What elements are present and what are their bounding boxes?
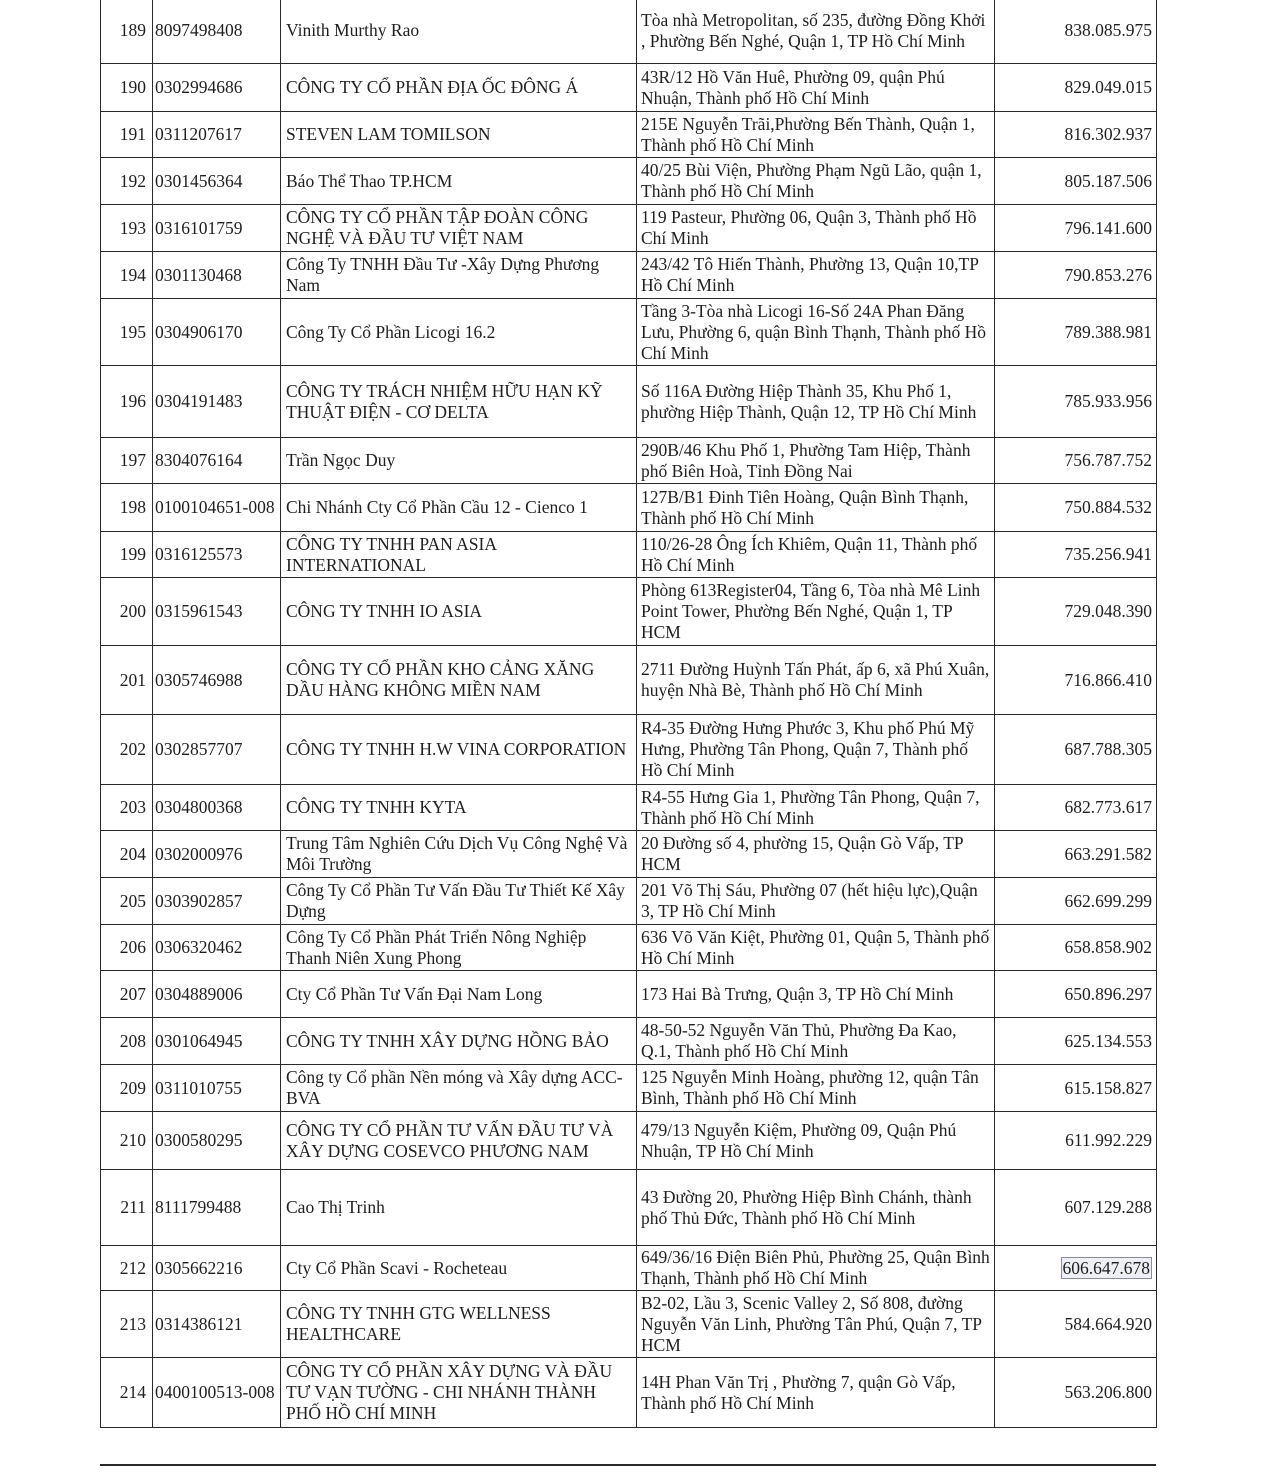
debt-amount: 682.773.617 <box>995 785 1157 831</box>
tax-code: 0304906170 <box>153 299 281 366</box>
row-number: 211 <box>101 1170 153 1246</box>
tax-code: 0301130468 <box>153 252 281 299</box>
row-number: 206 <box>101 925 153 971</box>
taxpayer-address: Phòng 613Register04, Tầng 6, Tòa nhà Mê Linh Point Tower, Phường Bến Nghé, Quận 1, TP HCM <box>637 578 995 646</box>
table-row <box>101 532 1157 578</box>
taxpayer-name: CÔNG TY CỔ PHẦN ĐỊA ỐC ĐÔNG Á <box>281 64 637 112</box>
table-row <box>101 1170 1157 1246</box>
table-row <box>101 646 1157 715</box>
taxpayer-name: Công Ty Cổ Phần Licogi 16.2 <box>281 299 637 366</box>
taxpayer-address: Số 116A Đường Hiệp Thành 35, Khu Phố 1, phường Hiệp Thành, Quận 12, TP Hồ Chí Minh <box>637 366 995 438</box>
debt-amount: 838.085.975 <box>995 0 1157 64</box>
table-row <box>101 785 1157 831</box>
row-number: 212 <box>101 1246 153 1291</box>
row-number: 192 <box>101 158 153 205</box>
debt-amount: 716.866.410 <box>995 646 1157 715</box>
table-row <box>101 1112 1157 1170</box>
debt-amount: 735.256.941 <box>995 532 1157 578</box>
row-number: 213 <box>101 1291 153 1358</box>
taxpayer-name: Trần Ngọc Duy <box>281 438 637 484</box>
row-number: 209 <box>101 1065 153 1112</box>
taxpayer-address: 40/25 Bùi Viện, Phường Phạm Ngũ Lão, quận 1, Thành phố Hồ Chí Minh <box>637 158 995 205</box>
taxpayer-address: 479/13 Nguyễn Kiệm, Phường 09, Quận Phú Nhuận, TP Hồ Chí Minh <box>637 1112 995 1170</box>
table-row <box>101 484 1157 532</box>
debt-amount-cell <box>995 1246 1157 1291</box>
taxpayer-name: CÔNG TY TNHH XÂY DỰNG HỒNG BẢO <box>281 1018 637 1065</box>
taxpayer-address: 119 Pasteur, Phường 06, Quận 3, Thành phố Hồ Chí Minh <box>637 205 995 252</box>
tax-code: 0300580295 <box>153 1112 281 1170</box>
tax-code: 0311010755 <box>153 1065 281 1112</box>
taxpayer-address: 48-50-52 Nguyễn Văn Thủ, Phường Đa Kao, Q.1, Thành phố Hồ Chí Minh <box>637 1018 995 1065</box>
table-row <box>101 1291 1157 1358</box>
row-number: 208 <box>101 1018 153 1065</box>
debt-amount: 625.134.553 <box>995 1018 1157 1065</box>
row-number: 193 <box>101 205 153 252</box>
row-number: 191 <box>101 112 153 158</box>
debt-amount: 663.291.582 <box>995 831 1157 878</box>
tax-code: 0316125573 <box>153 532 281 578</box>
taxpayer-address: Tòa nhà Metropolitan, số 235, đường Đồng Khởi , Phường Bến Nghé, Quận 1, TP Hồ Chí Minh <box>637 0 995 64</box>
taxpayer-name: Công Ty Cổ Phần Phát Triển Nông Nghiệp Thanh Niên Xung Phong <box>281 925 637 971</box>
debt-amount: 816.302.937 <box>995 112 1157 158</box>
taxpayer-name: Cty Cổ Phần Scavi - Rocheteau <box>281 1246 637 1291</box>
debt-amount: 611.992.229 <box>995 1112 1157 1170</box>
debt-amount: 658.858.902 <box>995 925 1157 971</box>
debt-amount: 805.187.506 <box>995 158 1157 205</box>
taxpayer-name: CÔNG TY TRÁCH NHIỆM HỮU HẠN KỸ THUẬT ĐIỆN - CƠ DELTA <box>281 366 637 438</box>
debt-amount: 650.896.297 <box>995 971 1157 1018</box>
debt-amount: 789.388.981 <box>995 299 1157 366</box>
taxpayer-address: 649/36/16 Điện Biên Phủ, Phường 25, Quận Bình Thạnh, Thành phố Hồ Chí Minh <box>637 1246 995 1291</box>
tax-code: 0304889006 <box>153 971 281 1018</box>
taxpayer-name: Chi Nhánh Cty Cổ Phần Cầu 12 - Cienco 1 <box>281 484 637 532</box>
debt-amount: 563.206.800 <box>995 1358 1157 1428</box>
taxpayer-name: CÔNG TY TNHH H.W VINA CORPORATION <box>281 715 637 785</box>
taxpayer-name: Cty Cổ Phần Tư Vấn Đại Nam Long <box>281 971 637 1018</box>
taxpayer-address: 243/42 Tô Hiến Thành, Phường 13, Quận 10,TP Hồ Chí Minh <box>637 252 995 299</box>
tax-code: 0302994686 <box>153 64 281 112</box>
table-row <box>101 112 1157 158</box>
taxpayer-name: CÔNG TY CỔ PHẦN TẬP ĐOÀN CÔNG NGHỆ VÀ ĐẦU TƯ VIỆT NAM <box>281 205 637 252</box>
table-body <box>101 0 1157 1428</box>
row-number: 210 <box>101 1112 153 1170</box>
table-row <box>101 831 1157 878</box>
table-row <box>101 1358 1157 1428</box>
debt-amount: 662.699.299 <box>995 878 1157 925</box>
taxpayer-name: Công Ty TNHH Đầu Tư -Xây Dựng Phương Nam <box>281 252 637 299</box>
debt-amount: 796.141.600 <box>995 205 1157 252</box>
taxpayer-name: Báo Thể Thao TP.HCM <box>281 158 637 205</box>
table-row <box>101 205 1157 252</box>
table-row <box>101 158 1157 205</box>
taxpayer-address: 127B/B1 Đinh Tiên Hoàng, Quận Bình Thạnh, Thành phố Hồ Chí Minh <box>637 484 995 532</box>
row-number: 200 <box>101 578 153 646</box>
tax-code: 0304800368 <box>153 785 281 831</box>
debt-amount: 750.884.532 <box>995 484 1157 532</box>
row-number: 199 <box>101 532 153 578</box>
tax-code: 0305662216 <box>153 1246 281 1291</box>
tax-code: 0303902857 <box>153 878 281 925</box>
tax-code: 0100104651-008 <box>153 484 281 532</box>
taxpayer-name: Cao Thị Trinh <box>281 1170 637 1246</box>
taxpayer-address: R4-35 Đường Hưng Phước 3, Khu phố Phú Mỹ Hưng, Phường Tân Phong, Quận 7, Thành phố Hồ Chí Minh <box>637 715 995 785</box>
row-number: 194 <box>101 252 153 299</box>
row-number: 201 <box>101 646 153 715</box>
tax-code: 0400100513-008 <box>153 1358 281 1428</box>
taxpayer-name: Công ty Cổ phần Nền móng và Xây dựng ACC-BVA <box>281 1065 637 1112</box>
row-number: 189 <box>101 0 153 64</box>
tax-code: 0306320462 <box>153 925 281 971</box>
taxpayer-name: CÔNG TY TNHH IO ASIA <box>281 578 637 646</box>
table-row <box>101 1065 1157 1112</box>
table-row <box>101 925 1157 971</box>
tax-debt-table <box>100 0 1157 1428</box>
table-row <box>101 252 1157 299</box>
taxpayer-name: CÔNG TY TNHH GTG WELLNESS HEALTHCARE <box>281 1291 637 1358</box>
taxpayer-address: 2711 Đường Huỳnh Tấn Phát, ấp 6, xã Phú Xuân, huyện Nhà Bè, Thành phố Hồ Chí Minh <box>637 646 995 715</box>
taxpayer-address: 43 Đường 20, Phường Hiệp Bình Chánh, thành phố Thủ Đức, Thành phố Hồ Chí Minh <box>637 1170 995 1246</box>
table-row <box>101 0 1157 64</box>
table-row <box>101 64 1157 112</box>
taxpayer-address: R4-55 Hưng Gia 1, Phường Tân Phong, Quận 7, Thành phố Hồ Chí Minh <box>637 785 995 831</box>
table-row <box>101 971 1157 1018</box>
debt-amount: 785.933.956 <box>995 366 1157 438</box>
taxpayer-name: Trung Tâm Nghiên Cứu Dịch Vụ Công Nghệ Và Môi Trường <box>281 831 637 878</box>
debt-amount: 756.787.752 <box>995 438 1157 484</box>
tax-code: 0311207617 <box>153 112 281 158</box>
tax-code: 8097498408 <box>153 0 281 64</box>
table-row <box>101 438 1157 484</box>
taxpayer-address: 14H Phan Văn Trị , Phường 7, quận Gò Vấp, Thành phố Hồ Chí Minh <box>637 1358 995 1428</box>
taxpayer-name: Công Ty Cổ Phần Tư Vấn Đầu Tư Thiết Kế Xây Dựng <box>281 878 637 925</box>
tax-code: 8304076164 <box>153 438 281 484</box>
row-number: 198 <box>101 484 153 532</box>
row-number: 202 <box>101 715 153 785</box>
row-number: 214 <box>101 1358 153 1428</box>
bottom-rule <box>100 1464 1156 1466</box>
row-number: 195 <box>101 299 153 366</box>
debt-amount: 615.158.827 <box>995 1065 1157 1112</box>
debt-amount: 729.048.390 <box>995 578 1157 646</box>
taxpayer-address: 110/26-28 Ông Ích Khiêm, Quận 11, Thành phố Hồ Chí Minh <box>637 532 995 578</box>
row-number: 197 <box>101 438 153 484</box>
tax-code: 8111799488 <box>153 1170 281 1246</box>
taxpayer-address: B2-02, Lầu 3, Scenic Valley 2, Số 808, đường Nguyễn Văn Linh, Phường Tân Phú, Quận 7, TP HCM <box>637 1291 995 1358</box>
taxpayer-name: STEVEN LAM TOMILSON <box>281 112 637 158</box>
taxpayer-address: 290B/46 Khu Phố 1, Phường Tam Hiệp, Thành phố Biên Hoà, Tỉnh Đồng Nai <box>637 438 995 484</box>
taxpayer-name: Vinith Murthy Rao <box>281 0 637 64</box>
debt-amount: 687.788.305 <box>995 715 1157 785</box>
taxpayer-address: Tầng 3-Tòa nhà Licogi 16-Số 24A Phan Đăng Lưu, Phường 6, quận Bình Thạnh, Thành phố Hồ Chí Minh <box>637 299 995 366</box>
row-number: 205 <box>101 878 153 925</box>
taxpayer-name: CÔNG TY TNHH PAN ASIA INTERNATIONAL <box>281 532 637 578</box>
row-number: 203 <box>101 785 153 831</box>
tax-code: 0304191483 <box>153 366 281 438</box>
taxpayer-name: CÔNG TY TNHH KYTA <box>281 785 637 831</box>
taxpayer-name: CÔNG TY CỔ PHẦN TƯ VẤN ĐẦU TƯ VÀ XÂY DỰNG COSEVCO PHƯƠNG NAM <box>281 1112 637 1170</box>
row-number: 207 <box>101 971 153 1018</box>
taxpayer-name: CÔNG TY CỔ PHẦN XÂY DỰNG VÀ ĐẦU TƯ VẠN TƯỜNG - CHI NHÁNH THÀNH PHỐ HỒ CHÍ MINH <box>281 1358 637 1428</box>
row-number: 190 <box>101 64 153 112</box>
debt-amount: 606.647.678 <box>1062 1257 1150 1278</box>
taxpayer-address: 201 Võ Thị Sáu, Phường 07 (hết hiệu lực),Quận 3, TP Hồ Chí Minh <box>637 878 995 925</box>
debt-amount: 584.664.920 <box>995 1291 1157 1358</box>
table-row <box>101 1246 1157 1291</box>
taxpayer-address: 636 Võ Văn Kiệt, Phường 01, Quận 5, Thành phố Hồ Chí Minh <box>637 925 995 971</box>
tax-debt-table-sheet <box>100 0 1156 1428</box>
tax-code: 0302857707 <box>153 715 281 785</box>
table-row <box>101 299 1157 366</box>
taxpayer-address: 43R/12 Hồ Văn Huê, Phường 09, quận Phú Nhuận, Thành phố Hồ Chí Minh <box>637 64 995 112</box>
table-row <box>101 878 1157 925</box>
taxpayer-address: 20 Đường số 4, phường 15, Quận Gò Vấp, TP HCM <box>637 831 995 878</box>
tax-code: 0316101759 <box>153 205 281 252</box>
table-row <box>101 1018 1157 1065</box>
debt-amount: 790.853.276 <box>995 252 1157 299</box>
taxpayer-address: 215E Nguyễn Trãi,Phường Bến Thành, Quận 1, Thành phố Hồ Chí Minh <box>637 112 995 158</box>
tax-code: 0301456364 <box>153 158 281 205</box>
debt-amount: 607.129.288 <box>995 1170 1157 1246</box>
table-row <box>101 578 1157 646</box>
taxpayer-address: 173 Hai Bà Trưng, Quận 3, TP Hồ Chí Minh <box>637 971 995 1018</box>
taxpayer-address: 125 Nguyễn Minh Hoàng, phường 12, quận Tân Bình, Thành phố Hồ Chí Minh <box>637 1065 995 1112</box>
debt-amount: 829.049.015 <box>995 64 1157 112</box>
row-number: 204 <box>101 831 153 878</box>
taxpayer-name: CÔNG TY CỔ PHẦN KHO CẢNG XĂNG DẦU HÀNG KHÔNG MIỀN NAM <box>281 646 637 715</box>
table-row <box>101 715 1157 785</box>
table-row <box>101 366 1157 438</box>
tax-code: 0301064945 <box>153 1018 281 1065</box>
tax-code: 0305746988 <box>153 646 281 715</box>
tax-code: 0314386121 <box>153 1291 281 1358</box>
row-number: 196 <box>101 366 153 438</box>
tax-code: 0315961543 <box>153 578 281 646</box>
tax-code: 0302000976 <box>153 831 281 878</box>
